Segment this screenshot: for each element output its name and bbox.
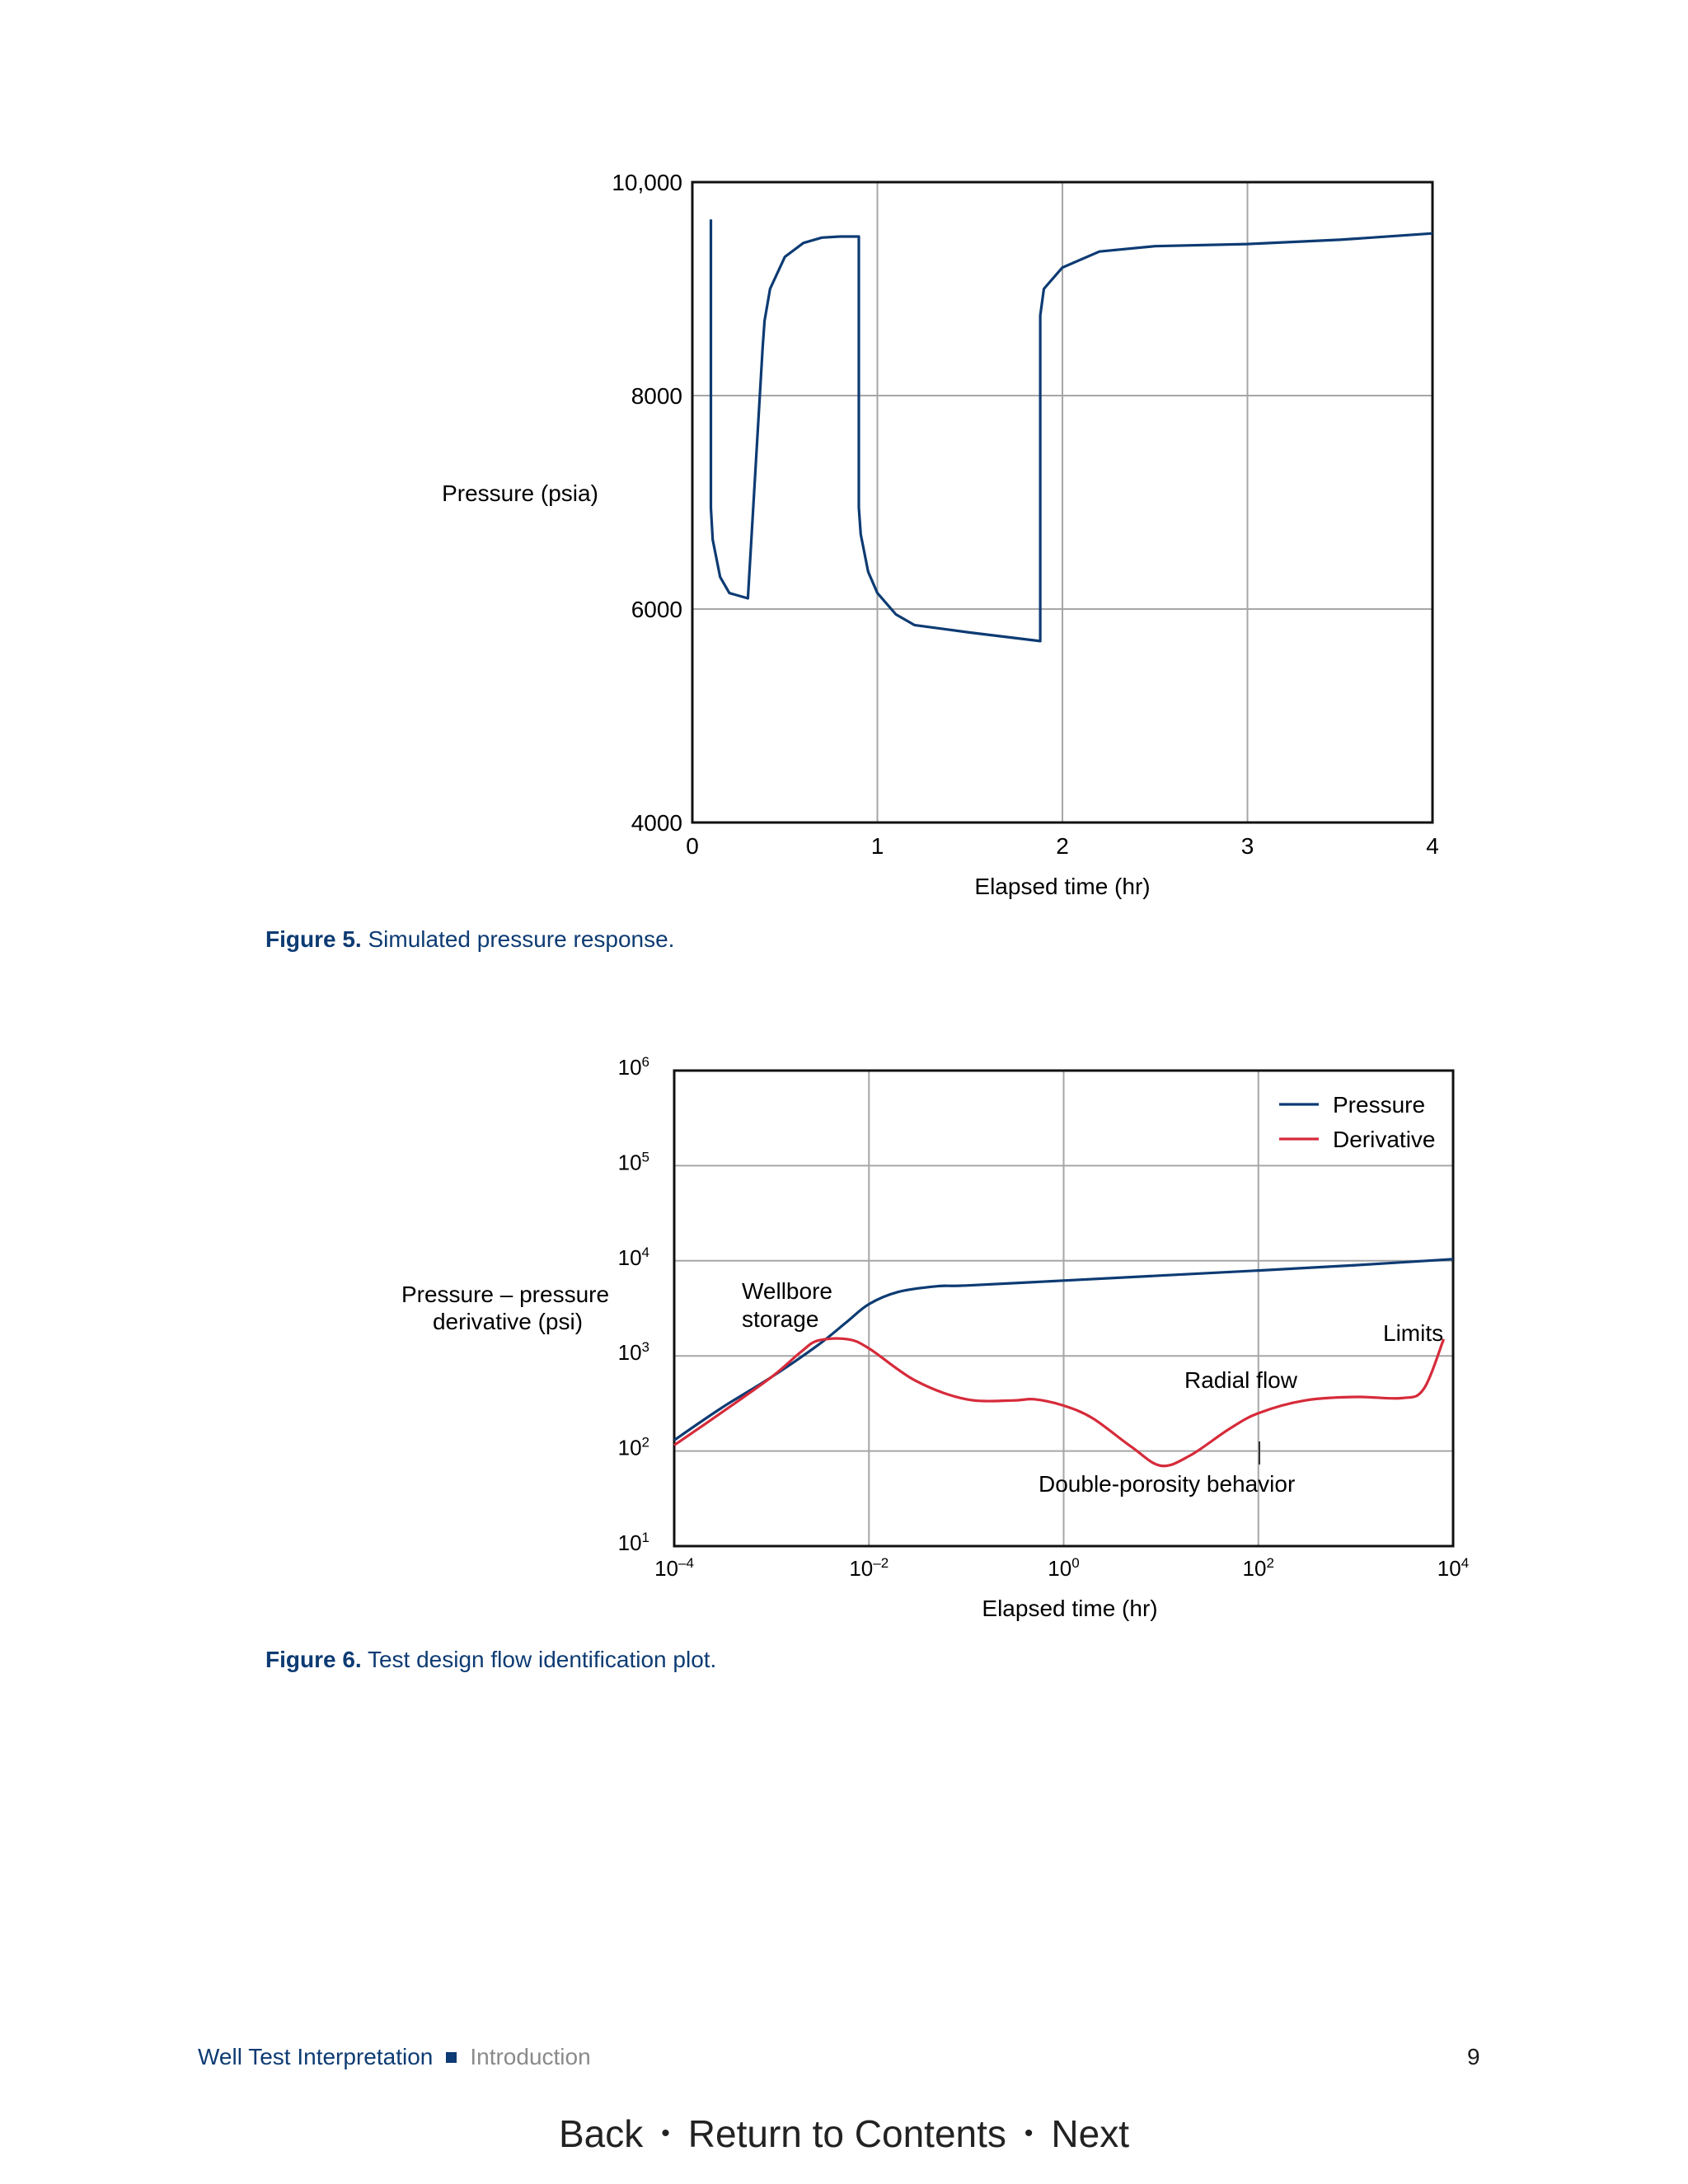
footer-separator-square: [446, 2052, 457, 2063]
legend-pressure-label: Pressure: [1333, 1092, 1426, 1118]
x-tick-label: $10^0$: [1048, 1555, 1080, 1581]
figure-6-caption: [265, 1647, 716, 1673]
nav-separator: •: [661, 2120, 670, 2147]
annotation-radial-flow: Radial flow: [1184, 1367, 1297, 1393]
x-tick-label: 1: [870, 833, 884, 859]
nav-separator: •: [1024, 2120, 1034, 2147]
page-number: 9: [1467, 2044, 1480, 2069]
figure-6-y-axis-title-line1: Pressure – pressure: [401, 1282, 610, 1307]
x-tick-label: $10^{-4}$: [654, 1555, 694, 1581]
y-tick-label: $10^3$: [617, 1339, 649, 1366]
figure-5-caption-text: Simulated pressure response.: [361, 926, 675, 952]
annotation-limits: Limits: [1383, 1320, 1444, 1346]
annotation-wellbore: Wellbore: [742, 1278, 832, 1304]
page-footer: [198, 2044, 591, 2070]
figure-6-chart: [0, 1030, 1688, 1640]
annotation-storage: storage: [742, 1306, 819, 1332]
legend-derivative-label: Derivative: [1333, 1127, 1436, 1152]
x-tick-label: 0: [686, 833, 699, 859]
y-tick-label: 10,000: [612, 170, 682, 195]
figure-5-caption-label: Figure 5.: [265, 926, 362, 952]
y-tick-label: $10^1$: [617, 1530, 649, 1555]
figure-6-caption-text: Test design flow identification plot.: [361, 1647, 717, 1672]
figure-5-caption: [265, 926, 674, 953]
y-tick-label: $10^6$: [617, 1054, 649, 1080]
figure-5-y-axis-title: Pressure (psia): [442, 480, 598, 506]
x-tick-label: 4: [1426, 833, 1439, 859]
y-tick-label: $10^4$: [617, 1244, 649, 1270]
return-to-contents-link[interactable]: Return to Contents: [687, 2112, 1006, 2155]
x-tick-label: $10^{-2}$: [849, 1555, 889, 1581]
y-tick-label: 8000: [631, 383, 682, 409]
figure-6-derivative-line: [674, 1338, 1444, 1466]
footer-book-title: Well Test Interpretation: [198, 2044, 434, 2069]
figure-5-x-axis-title: Elapsed time (hr): [974, 874, 1151, 899]
page-navigation: [0, 2111, 1688, 2156]
x-tick-label: $10^4$: [1437, 1555, 1470, 1581]
figure-6-caption-label: Figure 6.: [265, 1647, 362, 1672]
y-tick-label: $10^2$: [617, 1434, 649, 1460]
next-link[interactable]: Next: [1051, 2112, 1129, 2155]
figure-5-pressure-line: [711, 219, 1433, 641]
x-tick-label: 2: [1056, 833, 1069, 859]
footer-section: Introduction: [470, 2044, 591, 2069]
figure-6-x-axis-title: Elapsed time (hr): [982, 1596, 1158, 1621]
y-tick-label: $10^5$: [617, 1149, 649, 1175]
y-tick-label: 4000: [631, 810, 682, 836]
y-tick-label: 6000: [631, 597, 682, 622]
x-tick-label: 3: [1240, 833, 1254, 859]
back-link[interactable]: Back: [559, 2112, 644, 2155]
figure-6-legend: [1279, 1092, 1435, 1152]
figure-5-chart: [0, 0, 1688, 915]
x-tick-label: $10^2$: [1242, 1555, 1274, 1581]
annotation-double-porosity: Double-porosity behavior: [1039, 1471, 1296, 1497]
figure-6-y-axis-title-line2: derivative (psi): [432, 1309, 584, 1334]
